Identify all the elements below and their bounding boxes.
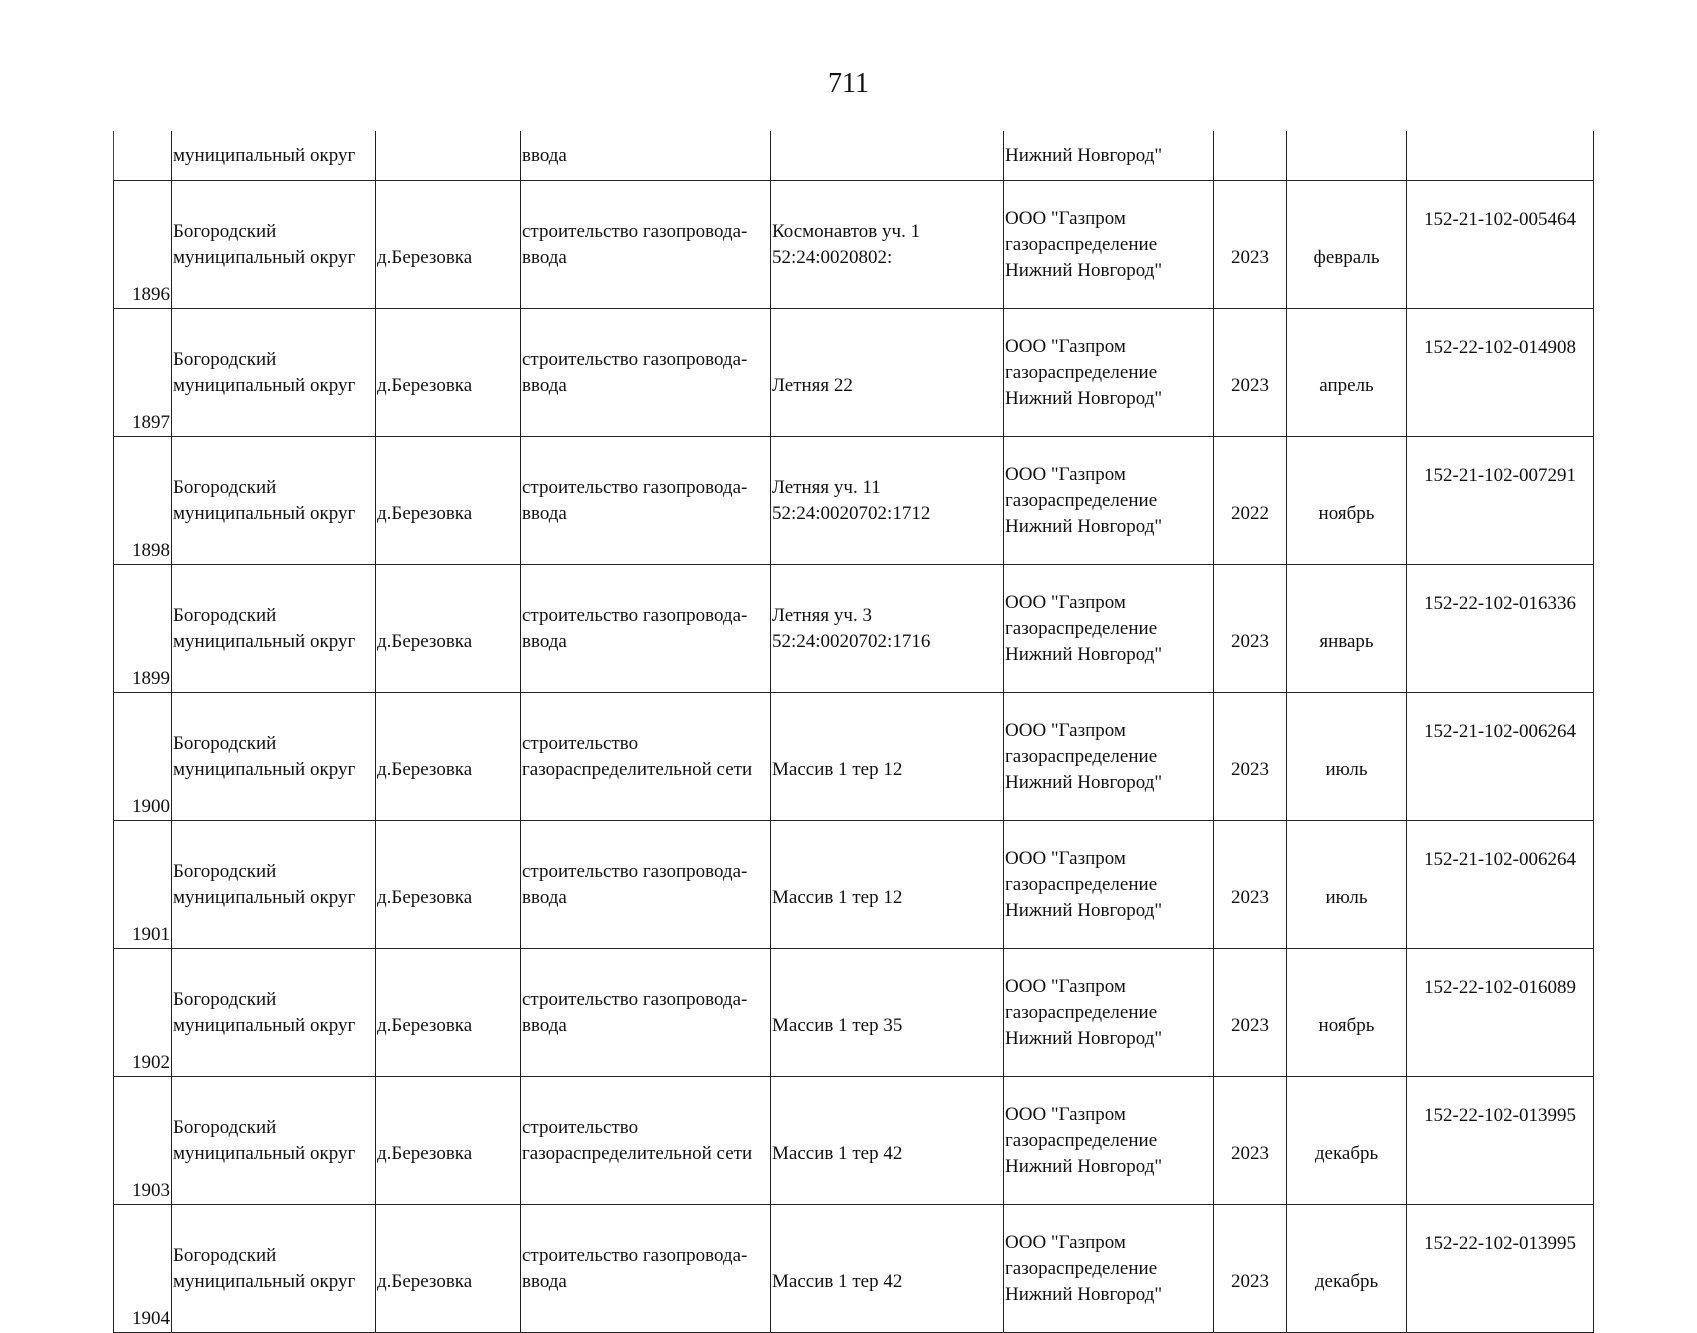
- cell-num: [114, 693, 172, 821]
- cell-org: [1004, 181, 1214, 309]
- permit-code: 152-22-102-014908: [1424, 337, 1576, 358]
- month: апрель: [1319, 374, 1374, 396]
- address-line-1: [772, 1115, 1002, 1141]
- org-line-2: газораспределение: [1005, 233, 1158, 255]
- object-line-1: строительство газопровода-: [522, 604, 748, 626]
- cell-village: [376, 821, 521, 949]
- month: январь: [1319, 630, 1374, 652]
- permit-code: 152-22-102-013995: [1424, 1233, 1576, 1254]
- object-line-1: строительство газопровода-: [522, 988, 748, 1010]
- row-number: 1903: [132, 1180, 170, 1201]
- address-line-2: Массив 1 тер 35: [772, 1014, 903, 1036]
- village: д.Березовка: [377, 374, 473, 396]
- district-line-2: муниципальный округ: [173, 374, 356, 396]
- cell-district: [172, 693, 376, 821]
- cell-num: [114, 181, 172, 309]
- address-line-2: 52:24:0020802:: [772, 246, 893, 268]
- org-line-2: газораспределение: [1005, 617, 1158, 639]
- object-line-1: строительство газопровода-: [522, 860, 748, 882]
- cell-village: [376, 1077, 521, 1205]
- cell-month: [1287, 565, 1407, 693]
- cell-year: [1214, 949, 1287, 1077]
- district-line-2: муниципальный округ: [173, 1270, 356, 1292]
- cell-num: [114, 1077, 172, 1205]
- org-line-3: Нижний Новгород": [1005, 1155, 1163, 1177]
- cell-object: [521, 821, 771, 949]
- org-line-1: ООО "Газпром: [1005, 591, 1126, 613]
- cell-year: [1214, 565, 1287, 693]
- cell-address: [771, 309, 1004, 437]
- district-line-1: Богородский: [173, 220, 277, 242]
- row-number: 1898: [132, 540, 170, 561]
- org-line-3: Нижний Новгород": [1005, 1027, 1163, 1049]
- cell-num: [114, 949, 172, 1077]
- cell-org: [1004, 693, 1214, 821]
- object-line-1: строительство газопровода-: [522, 476, 748, 498]
- district-line-2: муниципальный округ: [173, 758, 356, 780]
- org-line-2: газораспределение: [1005, 489, 1158, 511]
- cell-address: [771, 1077, 1004, 1205]
- address-line-2: 52:24:0020702:1712: [772, 502, 931, 524]
- cell-village: [376, 309, 521, 437]
- month: июль: [1325, 758, 1368, 780]
- object-line-2: ввода: [522, 1270, 567, 1292]
- year: 2023: [1231, 246, 1269, 268]
- cell-object: [521, 1205, 771, 1333]
- org-line-3: Нижний Новгород": [1005, 259, 1163, 281]
- org-line-1: ООО "Газпром: [1005, 975, 1126, 997]
- cell-year: [1214, 437, 1287, 565]
- cell-code: [1407, 1077, 1594, 1205]
- cell-village: [376, 1205, 521, 1333]
- district-line-2: муниципальный округ: [173, 886, 356, 908]
- address-line-2: Массив 1 тер 12: [772, 758, 903, 780]
- cell-district: [172, 949, 376, 1077]
- org-line-1: ООО "Газпром: [1005, 463, 1126, 485]
- district-line-1: Богородский: [173, 604, 277, 626]
- cell-district: [172, 309, 376, 437]
- cell-address: [771, 1205, 1004, 1333]
- object-line-1: строительство газопровода-: [522, 348, 748, 370]
- cell-code: [1407, 1205, 1594, 1333]
- month: июль: [1325, 886, 1368, 908]
- org-line-3: Нижний Новгород": [1005, 899, 1163, 921]
- district-line-2: муниципальный округ: [173, 502, 356, 524]
- object-line-2: ввода: [522, 1014, 567, 1036]
- cell-code: [1407, 821, 1594, 949]
- village: д.Березовка: [377, 246, 473, 268]
- permit-code: 152-21-102-006264: [1424, 721, 1576, 742]
- cell-address: [771, 131, 1004, 181]
- cell-address: [771, 565, 1004, 693]
- cell-object: [521, 181, 771, 309]
- object-line-2: газораспределительной сети: [522, 758, 753, 780]
- cell-object: [521, 693, 771, 821]
- cell-num: [114, 437, 172, 565]
- org-line-2: газораспределение: [1005, 1129, 1158, 1151]
- org-line-2: газораспределение: [1005, 873, 1158, 895]
- cell-address: [771, 949, 1004, 1077]
- district-line-2: муниципальный округ: [173, 1014, 356, 1036]
- cell-year: [1214, 1077, 1287, 1205]
- cell-month: [1287, 437, 1407, 565]
- table-row: [114, 693, 1594, 821]
- district-line-1: Богородский: [173, 348, 277, 370]
- cell-object: [521, 565, 771, 693]
- village: д.Березовка: [377, 1270, 473, 1292]
- cell-year: [1214, 693, 1287, 821]
- table-row: [114, 181, 1594, 309]
- district-line-1: Богородский: [173, 476, 277, 498]
- row-number: 1902: [132, 1052, 170, 1073]
- cell-object: [521, 1077, 771, 1205]
- address-line-2: Летняя 22: [772, 374, 853, 396]
- cell-month: [1287, 131, 1407, 181]
- table-row: [114, 949, 1594, 1077]
- year: 2022: [1231, 502, 1269, 524]
- permit-code: 152-22-102-016089: [1424, 977, 1576, 998]
- cell-village: [376, 437, 521, 565]
- table-row: [114, 565, 1594, 693]
- org-line-1: ООО "Газпром: [1005, 719, 1126, 741]
- object-line-2: ввода: [522, 374, 567, 396]
- year: 2023: [1231, 630, 1269, 652]
- cell-month: [1287, 693, 1407, 821]
- org-line-2: газораспределение: [1005, 1001, 1158, 1023]
- org-line-3: Нижний Новгород": [1005, 515, 1163, 537]
- table-row: [114, 1077, 1594, 1205]
- cell-num: [114, 565, 172, 693]
- object-line-2: ввода: [522, 246, 567, 268]
- cell-district: [172, 1205, 376, 1333]
- object-line-2: ввода: [522, 630, 567, 652]
- village: д.Березовка: [377, 886, 473, 908]
- table-row: [114, 821, 1594, 949]
- gas-connection-table: [113, 131, 1594, 1333]
- month: декабрь: [1314, 1142, 1379, 1164]
- year: 2023: [1231, 1014, 1269, 1036]
- org-line-2: газораспределение: [1005, 1257, 1158, 1279]
- object-line-1: строительство газопровода-: [522, 220, 748, 242]
- cell-village: [376, 949, 521, 1077]
- cell-code: [1407, 949, 1594, 1077]
- cell-code: [1407, 131, 1594, 181]
- cell-district: [172, 181, 376, 309]
- district-line-1: Богородский: [173, 860, 277, 882]
- cell-district: муниципальный округ: [172, 131, 376, 181]
- year: 2023: [1231, 1142, 1269, 1164]
- org-line-1: ООО "Газпром: [1005, 1103, 1126, 1125]
- cell-org: [1004, 949, 1214, 1077]
- org-line-3: Нижний Новгород": [1005, 387, 1163, 409]
- object-line-2: ввода: [522, 502, 567, 524]
- address-line-1: Космонавтов уч. 1: [772, 220, 921, 242]
- cell-num: [114, 309, 172, 437]
- permit-code: 152-21-102-007291: [1424, 465, 1576, 486]
- year: 2023: [1231, 1270, 1269, 1292]
- cell-year: [1214, 309, 1287, 437]
- cell-num: [114, 821, 172, 949]
- object-line-1: строительство: [522, 732, 639, 754]
- district-line-1: Богородский: [173, 1244, 277, 1266]
- cell-code: [1407, 437, 1594, 565]
- table-row: [114, 309, 1594, 437]
- cell-org: [1004, 1077, 1214, 1205]
- cell-object: [521, 309, 771, 437]
- cell-year: [1214, 181, 1287, 309]
- address-line-1: Летняя уч. 3: [772, 604, 872, 626]
- cell-num: [114, 1205, 172, 1333]
- cell-year: [1214, 1205, 1287, 1333]
- permit-code: 152-22-102-016336: [1424, 593, 1576, 614]
- cell-org: [1004, 437, 1214, 565]
- org-line-3: Нижний Новгород": [1005, 1283, 1163, 1305]
- address-line-1: [772, 731, 1002, 757]
- permit-code: 152-21-102-006264: [1424, 849, 1576, 870]
- cell-district: [172, 565, 376, 693]
- year: 2023: [1231, 758, 1269, 780]
- month: ноябрь: [1318, 502, 1375, 524]
- continuation-row: [114, 131, 1594, 181]
- cell-village: [376, 131, 521, 181]
- address-line-2: Массив 1 тер 12: [772, 886, 903, 908]
- cell-code: [1407, 693, 1594, 821]
- org-line-1: ООО "Газпром: [1005, 847, 1126, 869]
- org-line-3: Нижний Новгород": [1005, 643, 1163, 665]
- cell-object: ввода: [521, 131, 771, 181]
- org-line-1: ООО "Газпром: [1005, 335, 1126, 357]
- cell-object: [521, 949, 771, 1077]
- cell-year: [1214, 131, 1287, 181]
- row-number: 1904: [132, 1308, 170, 1329]
- org-line-1: ООО "Газпром: [1005, 1231, 1126, 1253]
- cell-village: [376, 181, 521, 309]
- cell-address: [771, 437, 1004, 565]
- row-number: 1897: [132, 412, 170, 433]
- cell-month: [1287, 821, 1407, 949]
- district-line-2: муниципальный округ: [173, 630, 356, 652]
- address-line-1: [772, 859, 1002, 885]
- cell-district: [172, 1077, 376, 1205]
- month: ноябрь: [1318, 1014, 1375, 1036]
- address-line-2: Массив 1 тер 42: [772, 1270, 903, 1292]
- village: д.Березовка: [377, 1014, 473, 1036]
- address-line-1: [772, 987, 1002, 1013]
- cell-address: [771, 821, 1004, 949]
- cell-year: [1214, 821, 1287, 949]
- row-number: 1899: [132, 668, 170, 689]
- table-row: [114, 437, 1594, 565]
- village: д.Березовка: [377, 1142, 473, 1164]
- cell-district: [172, 437, 376, 565]
- address-line-1: Летняя уч. 11: [772, 476, 881, 498]
- object-line-2: газораспределительной сети: [522, 1142, 753, 1164]
- cell-village: [376, 565, 521, 693]
- row-number: 1900: [132, 796, 170, 817]
- cell-district: [172, 821, 376, 949]
- cell-month: [1287, 309, 1407, 437]
- district-line-2: муниципальный округ: [173, 1142, 356, 1164]
- address-line-1: [772, 347, 1002, 373]
- district-line-1: Богородский: [173, 732, 277, 754]
- permit-code: 152-22-102-013995: [1424, 1105, 1576, 1126]
- village: д.Березовка: [377, 502, 473, 524]
- district-line-1: Богородский: [173, 1116, 277, 1138]
- row-number: 1901: [132, 924, 170, 945]
- village: д.Березовка: [377, 630, 473, 652]
- address-line-1: [772, 1243, 1002, 1269]
- row-number: 1896: [132, 284, 170, 305]
- cell-month: [1287, 181, 1407, 309]
- cell-num: [114, 131, 172, 181]
- address-line-2: Массив 1 тер 42: [772, 1142, 903, 1164]
- cell-village: [376, 693, 521, 821]
- page-number: 711: [828, 68, 869, 99]
- org-line-2: газораспределение: [1005, 361, 1158, 383]
- table-row: [114, 1205, 1594, 1333]
- village: д.Березовка: [377, 758, 473, 780]
- address-line-2: 52:24:0020702:1716: [772, 630, 931, 652]
- object-line-1: строительство газопровода-: [522, 1244, 748, 1266]
- month: декабрь: [1314, 1270, 1379, 1292]
- permit-code: 152-21-102-005464: [1424, 209, 1576, 230]
- year: 2023: [1231, 374, 1269, 396]
- cell-org: Нижний Новгород": [1004, 131, 1214, 181]
- cell-code: [1407, 181, 1594, 309]
- cell-org: [1004, 821, 1214, 949]
- cell-address: [771, 693, 1004, 821]
- cell-code: [1407, 309, 1594, 437]
- cell-org: [1004, 1205, 1214, 1333]
- cell-month: [1287, 949, 1407, 1077]
- month: февраль: [1313, 246, 1380, 268]
- district-line-1: Богородский: [173, 988, 277, 1010]
- org-line-2: газораспределение: [1005, 745, 1158, 767]
- cell-org: [1004, 565, 1214, 693]
- org-line-3: Нижний Новгород": [1005, 771, 1163, 793]
- cell-org: [1004, 309, 1214, 437]
- district-line-2: муниципальный округ: [173, 246, 356, 268]
- cell-month: [1287, 1077, 1407, 1205]
- cell-month: [1287, 1205, 1407, 1333]
- year: 2023: [1231, 886, 1269, 908]
- cell-object: [521, 437, 771, 565]
- org-line-1: ООО "Газпром: [1005, 207, 1126, 229]
- object-line-1: строительство: [522, 1116, 639, 1138]
- object-line-2: ввода: [522, 886, 567, 908]
- cell-code: [1407, 565, 1594, 693]
- cell-address: [771, 181, 1004, 309]
